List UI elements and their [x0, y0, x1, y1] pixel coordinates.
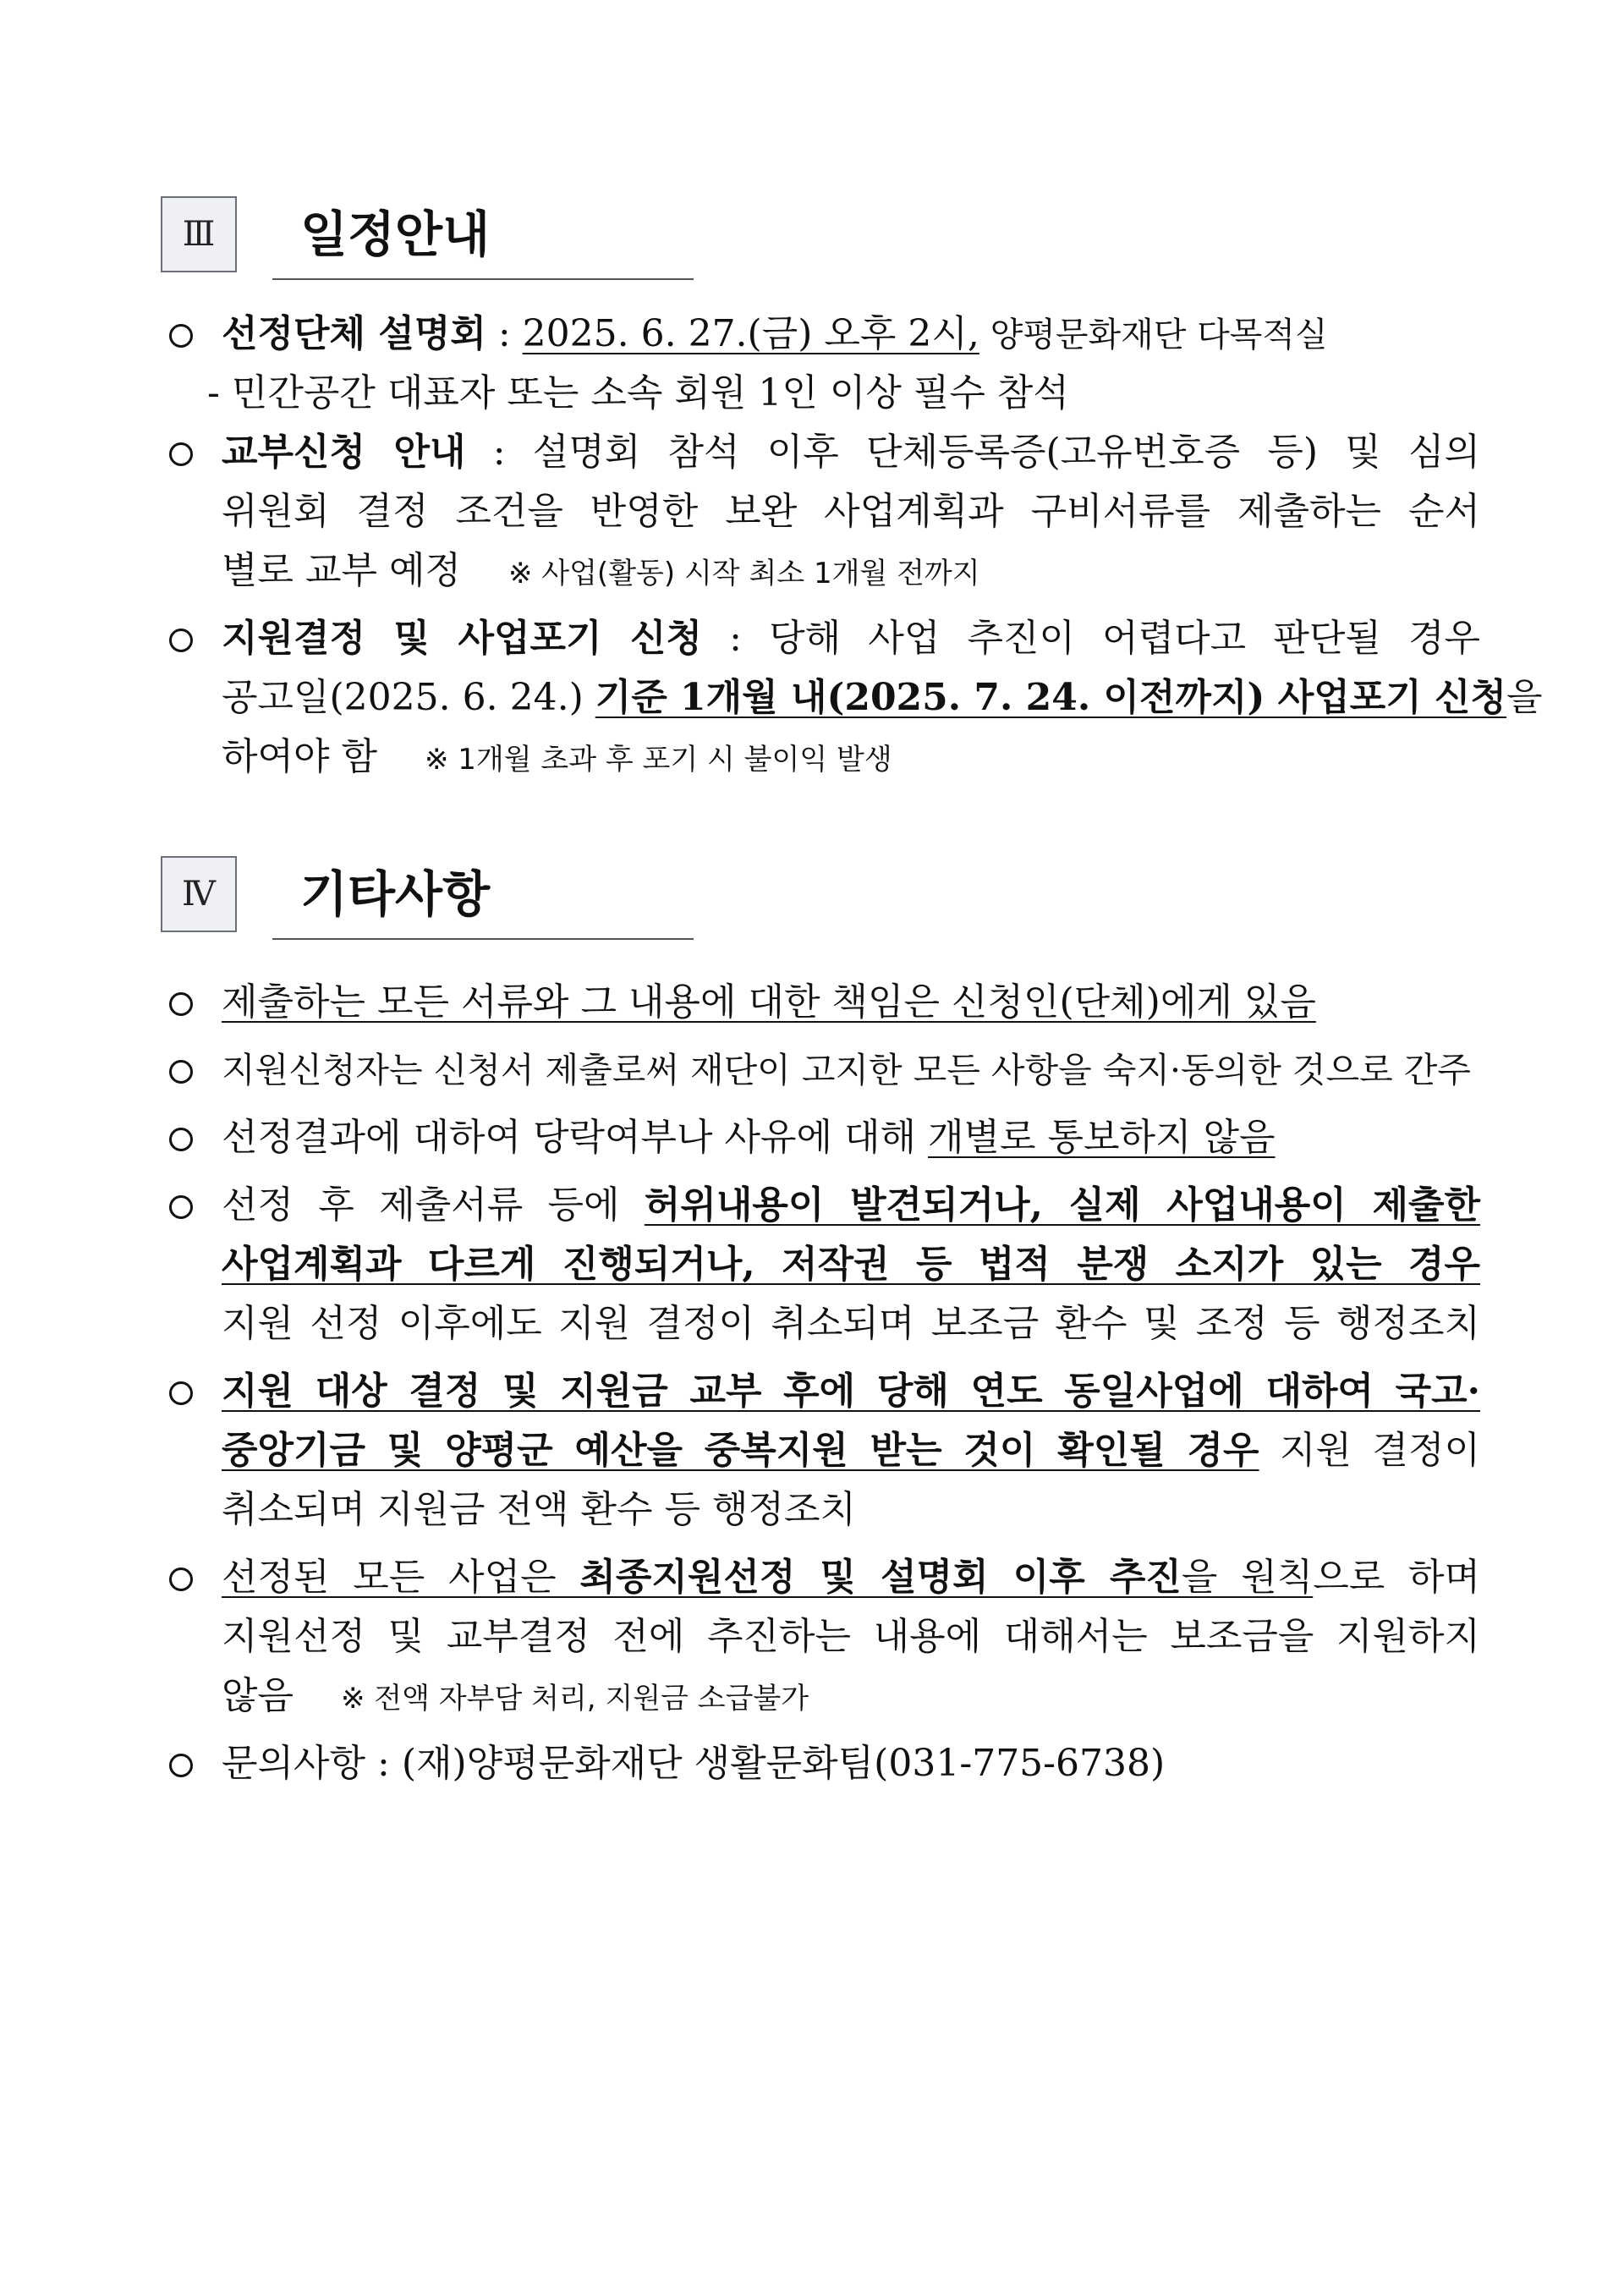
bullet-icon: [169, 1554, 203, 1588]
bullet-icon: [169, 1046, 203, 1080]
misc-principle-line-2: 지원선정 및 교부결정 전에 추진하는 내용에 대해서는 보조금을 지원하지: [222, 1615, 1480, 1658]
section-header-misc: [161, 856, 694, 949]
misc-consent-line: 지원신청자는 신청서 제출로써 재단이 고지한 모든 사항을 숙지·동의한 것으로 간주: [222, 1050, 1471, 1090]
schedule-briefing-subline: - 민간공간 대표자 또는 소속 회원 1인 이상 필수 참석: [207, 371, 1069, 415]
schedule-grant-line-2: 위원회 결정 조건을 반영한 보완 사업계획과 구비서류를 제출하는 순서: [222, 490, 1480, 533]
bullet-icon: [169, 429, 203, 463]
misc-duplicate-line-2: 중앙기금 및 양평군 예산을 중복지원 받는 것이 확인될 경우 지원 결정이: [222, 1429, 1480, 1472]
section-number-box: Ⅳ: [161, 856, 237, 932]
bullet-icon: [169, 979, 203, 1013]
misc-false-info-line-1: 선정 후 제출서류 등에 허위내용이 발견되거나, 실제 사업내용이 제출한: [222, 1183, 1480, 1227]
section-title: 기타사항: [300, 865, 491, 923]
section-number-box: Ⅲ: [161, 196, 237, 272]
misc-false-info-line-3: 지원 선정 이후에도 지원 결정이 취소되며 보조금 환수 및 조정 등 행정조치: [222, 1302, 1480, 1345]
title-underline: [272, 938, 694, 940]
misc-responsibility-line: 제출하는 모든 서류와 그 내용에 대한 책임은 신청인(단체)에게 있음: [222, 980, 1316, 1024]
bullet-icon: [169, 1368, 203, 1402]
bullet-icon: [169, 1114, 203, 1148]
schedule-grant-line-1: 교부신청 안내 : 설명회 참석 이후 단체등록증(고유번호증 등) 및 심의: [222, 431, 1480, 474]
schedule-withdraw-line-1: 지원결정 및 사업포기 신청 : 당해 사업 추진이 어렵다고 판단될 경우: [222, 617, 1480, 660]
misc-principle-line-1: 선정된 모든 사업은 최종지원선정 및 설명회 이후 추진을 원칙으로 하며: [222, 1556, 1481, 1599]
schedule-withdraw-line-2: 공고일(2025. 6. 24.) 기준 1개월 내(2025. 7. 24. 이전까지) 사업포기 신청을: [222, 676, 1543, 719]
misc-principle-line-3: 않음 ※ 전액 자부담 처리, 지원금 소급불가: [222, 1674, 809, 1717]
misc-duplicate-line-3: 취소되며 지원금 전액 환수 등 행정조치: [222, 1488, 856, 1531]
bullet-icon: [169, 1182, 203, 1216]
misc-false-info-line-2: 사업계획과 다르게 진행되거나, 저작권 등 법적 분쟁 소지가 있는 경우: [222, 1243, 1480, 1286]
section-header-schedule: [161, 196, 694, 289]
schedule-briefing-line: 선정단체 설명회 : 2025. 6. 27.(금) 오후 2시, 양평문화재단 다목적실: [222, 312, 1328, 355]
title-underline: [272, 278, 694, 280]
bullet-icon: [169, 615, 203, 649]
misc-result-line: 선정결과에 대하여 당락여부나 사유에 대해 개별로 통보하지 않음: [222, 1116, 1276, 1159]
misc-duplicate-line-1: 지원 대상 결정 및 지원금 교부 후에 당해 연도 동일사업에 대하여 국고·: [222, 1370, 1480, 1413]
bullet-icon: [169, 310, 203, 344]
schedule-withdraw-line-3: 하여야 함 ※ 1개월 초과 후 포기 시 불이익 발생: [222, 735, 892, 778]
bullet-icon: [169, 1740, 203, 1774]
section-title: 일정안내: [300, 206, 491, 263]
schedule-grant-line-3: 별로 교부 예정 ※ 사업(활동) 시작 최소 1개월 전까지: [222, 549, 980, 592]
misc-contact-line: 문의사항 : (재)양평문화재단 생활문화팀(031-775-6738): [222, 1742, 1166, 1785]
